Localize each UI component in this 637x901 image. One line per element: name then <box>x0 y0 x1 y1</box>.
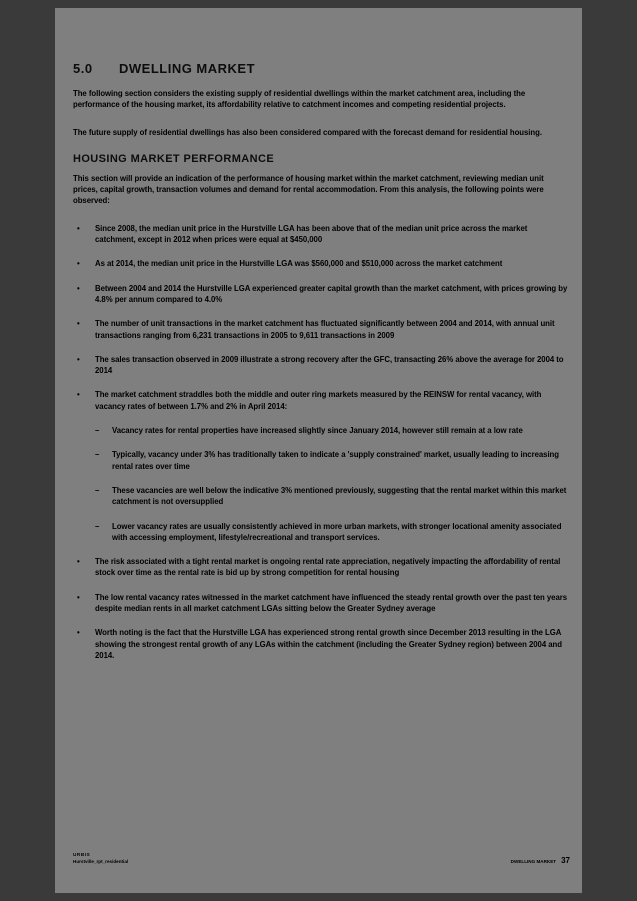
publisher-name: URBIS <box>73 852 91 857</box>
intro-paragraph-1: The following section considers the existing supply of residential dwellings within the market catchment area, including the performance of the housing market, its affordability relative to catchment incomes and competing residential projects. <box>73 89 526 110</box>
document-page <box>55 8 582 893</box>
list-item: • Worth noting is the fact that the Hurstville LGA has experienced strong rental growth since December 2013 resulting in the LGA showing the strongest rental growth of any LGAs within the catchment (including the Greater Sydney region) between 2004 and 2014. <box>73 627 570 661</box>
page-content <box>73 8 570 674</box>
list-item: • The sales transaction observed in 2009 illustrate a strong recovery after the GFC, transacting 26% above the average for 2004 to 2014 <box>73 354 570 377</box>
list-item <box>73 389 570 543</box>
section-number: 5.0 <box>73 61 93 76</box>
vacancy-sub-list <box>95 425 570 543</box>
subsection-heading: HOUSING MARKET PERFORMANCE <box>73 152 275 165</box>
list-item: • Between 2004 and 2014 the Hurstville LGA experienced greater capital growth than the market catchment, with prices growing by 4.8% per annum compared to 4.0% <box>73 283 570 306</box>
intro-paragraph-2: The future supply of residential dwellings has also been considered compared with the forecast demand for residential housing. <box>73 127 542 137</box>
footer-left <box>73 852 128 865</box>
page-number: 37 <box>561 856 570 865</box>
list-item: • The low rental vacancy rates witnessed in the market catchment have influenced the steady rental growth over the past ten years despite median rents in all market catchment LGAs sitting below the Greater Sydney average <box>73 592 570 615</box>
document-reference: Hurstville_rpt_residential <box>73 858 129 864</box>
list-item: • The number of unit transactions in the market catchment has fluctuated significantly between 2004 and 2014, with annual unit transactions ranging from 6,231 transactions in 2005 to 9,611 transactions in 2009 <box>73 318 570 341</box>
section-title: DWELLING MARKET <box>119 61 256 76</box>
sub-list-item: – Vacancy rates for rental properties have increased slightly since January 2014, however still remain at a low rate <box>95 425 570 436</box>
list-item-text: The market catchment straddles both the middle and outer ring markets measured by the REINSW for rental vacancy, with vacancy rates of between 1.7% and 2% in April 2014: <box>95 390 542 411</box>
list-item: • As at 2014, the median unit price in the Hurstville LGA was $560,000 and $510,000 across the market catchment <box>73 258 570 269</box>
list-item: • Since 2008, the median unit price in the Hurstville LGA has been above that of the median unit price across the market catchment, except in 2012 when prices were equal at $450,000 <box>73 223 570 246</box>
section-heading <box>73 61 570 76</box>
observations-list <box>73 223 570 661</box>
page-footer <box>73 852 570 865</box>
list-item: • The risk associated with a tight rental market is ongoing rental rate appreciation, negatively impacting the affordability of rental stock over time as the rental rate is bid up by strong competition for rental housing <box>73 556 570 579</box>
footer-section-label: DWELLING MARKET <box>510 859 557 864</box>
sub-list-item: – Typically, vacancy under 3% has traditionally taken to indicate a 'supply constrained' market, usually leading to increasing rental rates over time <box>95 449 570 472</box>
footer-right <box>511 856 570 865</box>
subsection-intro: This section will provide an indication of the performance of housing market within the market catchment, reviewing median unit prices, capital growth, transaction volumes and demand for rental accommodation. From this analysis, the following points were observed: <box>73 173 544 206</box>
sub-list-item: – Lower vacancy rates are usually consistently achieved in more urban markets, with stronger locational amenity associated with accessing employment, lifestyle/recreational and transport services. <box>95 521 570 544</box>
sub-list-item: – These vacancies are well below the indicative 3% mentioned previously, suggesting that the rental market within this market catchment is not oversupplied <box>95 485 570 508</box>
